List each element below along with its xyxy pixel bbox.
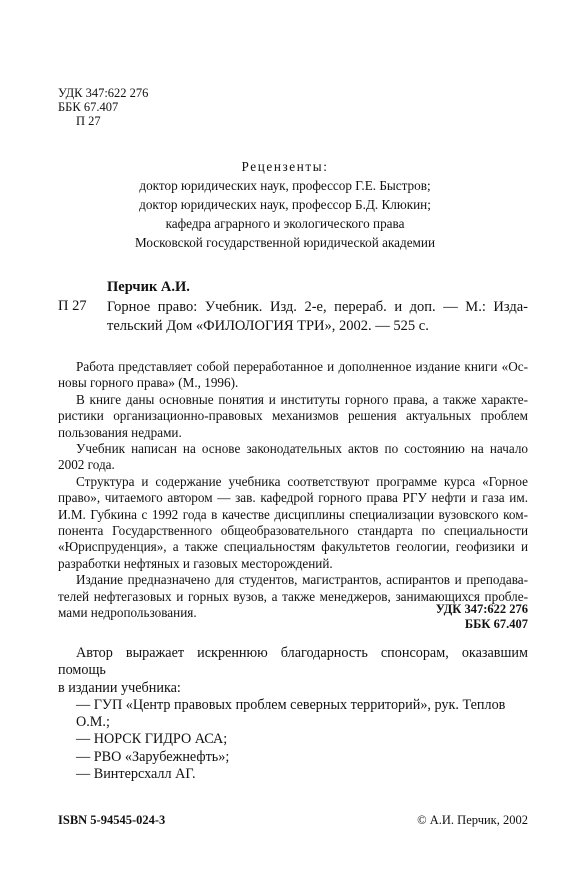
reviewers-title: Рецензенты: <box>241 159 329 174</box>
copyright: © А.И. Перчик, 2002 <box>417 813 528 827</box>
abstract-line: телей нефтегазовых и горных вузов, а также менеджеров, занимающихся пробле- <box>58 588 528 604</box>
isbn: ISBN 5-94545-024-3 <box>58 813 166 827</box>
sponsor-item: — НОРСК ГИДРО АСА; <box>76 731 228 748</box>
sponsor-item: — Винтерсхалл АГ. <box>76 766 196 783</box>
acknowledgement-line: в издании учебника: <box>58 679 181 696</box>
acknowledgements <box>58 645 528 783</box>
biblio-line: тельский Дом «ФИЛОЛОГИЯ ТРИ», 2002. — 525 с. <box>107 318 429 334</box>
abstract-line: пользования недрами. <box>58 424 182 440</box>
abstract-paragraph <box>58 359 528 392</box>
acknowledgement-line: Автор выражает искреннюю благодарность спонсорам, оказавшим помощь <box>58 645 528 679</box>
biblio-index-code: П 27 <box>58 298 87 314</box>
abstract-line: Учебник написан на основе законодательных актов по состоянию на начало <box>76 441 528 457</box>
reviewer-line: Московской государственной юридической академии <box>134 235 436 250</box>
abstract <box>58 359 528 622</box>
bbk-code: ББК 67.407 <box>464 617 528 631</box>
reviewer-line: доктор юридических наук, профессор Г.Е. Быстров; <box>139 178 431 193</box>
abstract-line: Работа представляет собой переработанное и дополненное издание книги «Ос- <box>76 359 528 374</box>
sponsor-item: — ГУП «Центр правовых проблем северных территорий», рук. Теплов О.М.; <box>76 696 506 731</box>
classification-codes-right <box>436 602 528 632</box>
abstract-line: право», читаемого автором — зав. кафедрой горного права РГУ нефти и газа им. <box>58 490 528 506</box>
sponsor-item: — РВО «Зарубежнефть»; <box>76 748 230 765</box>
classification-codes <box>58 86 148 129</box>
reviewers-block <box>50 157 520 252</box>
abstract-line: Структура и содержание учебника соответствуют программе курса «Горное <box>76 473 528 489</box>
abstract-line: В книге даны основные понятия и институты горного права, а также характе- <box>76 391 528 407</box>
reviewer-line: кафедра аграрного и экологического права <box>165 216 405 231</box>
abstract-line: новы горного права» (М., 1996). <box>58 375 239 391</box>
author-name: Перчик А.И. <box>107 279 190 295</box>
abstract-line: мами недропользования. <box>58 605 197 621</box>
author-index-code: П 27 <box>76 114 101 129</box>
abstract-paragraph <box>58 474 528 572</box>
abstract-paragraph <box>58 441 528 474</box>
biblio-line: Горное право: Учебник. Изд. 2-е, перераб. и доп. — М.: Изда- <box>107 299 528 315</box>
abstract-paragraph <box>58 392 528 441</box>
udk-code: УДК 347:622 276 <box>435 602 528 616</box>
abstract-line: разработки нефтяных и газовых месторождений. <box>58 555 333 571</box>
abstract-line: Издание предназначено для студентов, магистрантов, аспирантов и преподава- <box>76 572 528 588</box>
abstract-line: ристики организационно-правовых механизмов решения актуальных проблем <box>58 408 528 424</box>
reviewer-line: доктор юридических наук, профессор Б.Д. Клюкин; <box>139 197 431 212</box>
bbk-code: ББК 67.407 <box>58 100 119 115</box>
abstract-line: понента Государственного общеобразовательного стандарта по специальности <box>58 523 528 539</box>
bibliographic-description <box>107 298 528 336</box>
abstract-line: 2002 года. <box>58 457 115 473</box>
abstract-line: И.М. Губкина с 1992 года в качестве дисциплины специализации вузовского ком- <box>58 506 528 522</box>
udk-code: УДК 347:622 276 <box>58 86 149 100</box>
abstract-line: «Юриспруденция», а также специальностям факультетов геологии, геофизики и <box>58 539 528 555</box>
